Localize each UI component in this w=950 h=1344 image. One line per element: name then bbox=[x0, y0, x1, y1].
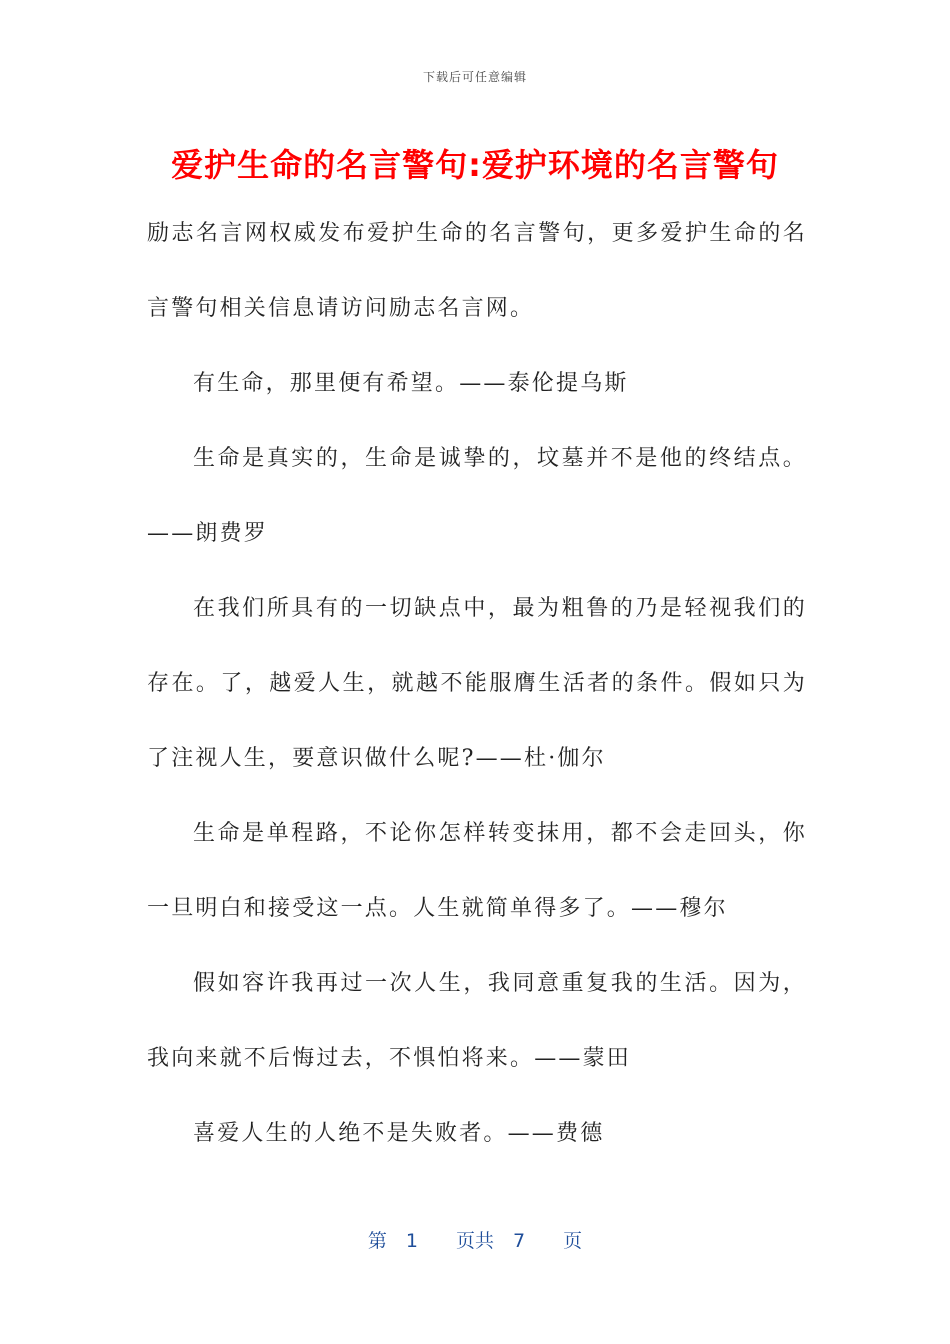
document-body bbox=[147, 196, 807, 1171]
header-note: 下载后可任意编辑 bbox=[422, 70, 527, 84]
quote-paragraph: 假如容许我再过一次人生，我同意重复我的生活。因为，我向来就不后悔过去，不惧怕将来。——蒙田 bbox=[147, 971, 807, 1071]
quote-paragraph: 有生命，那里便有希望。——泰伦提乌斯 bbox=[193, 371, 629, 396]
quote-paragraph: 在我们所具有的一切缺点中，最为粗鲁的乃是轻视我们的存在。了，越爱人生，就越不能服膺生活者的条件。假如只为了注视人生，要意识做什么呢?——杜·伽尔 bbox=[147, 596, 807, 771]
quote-paragraph: 生命是真实的，生命是诚挚的，坟墓并不是他的终结点。——朗费罗 bbox=[147, 446, 807, 546]
page-footer: 第 1 页共 7 页 bbox=[367, 1230, 583, 1252]
quote-paragraph: 喜爱人生的人绝不是失败者。——费德 bbox=[193, 1121, 605, 1146]
intro-paragraph: 励志名言网权威发布爱护生命的名言警句，更多爱护生命的名言警句相关信息请访问励志名言网。 bbox=[147, 221, 807, 321]
page-title: 爱护生命的名言警句:爱护环境的名言警句 bbox=[171, 146, 779, 184]
quote-paragraph: 生命是单程路，不论你怎样转变抹用，都不会走回头，你一旦明白和接受这一点。人生就简单得多了。——穆尔 bbox=[147, 821, 807, 921]
